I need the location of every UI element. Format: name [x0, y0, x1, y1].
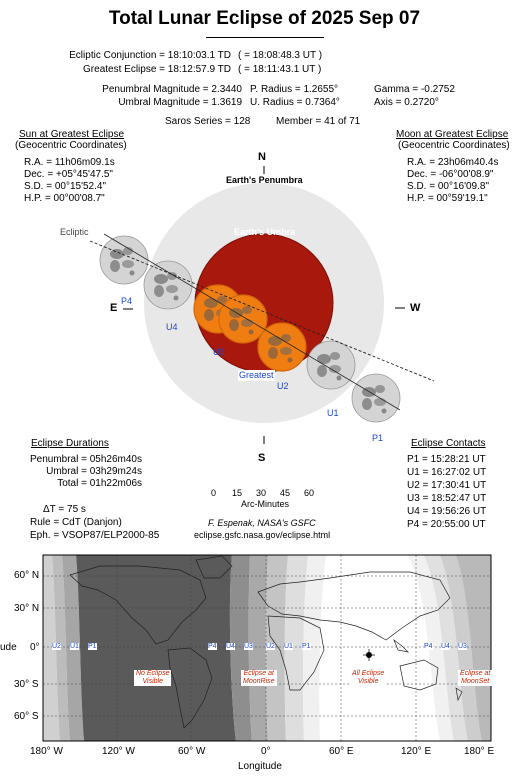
gamma-value: Gamma = -0.2752	[374, 84, 455, 95]
sun-dec: Dec. = +05°45'47.5"	[24, 169, 113, 180]
duration-penumbral: Penumbral = 05h26m40s	[29, 454, 142, 465]
saros-series: Saros Series = 128	[165, 116, 251, 127]
duration-umbral: Umbral = 03h29m24s	[46, 466, 142, 477]
page-title: Total Lunar Eclipse of 2025 Sep 07	[108, 8, 421, 29]
region-all-visible	[350, 670, 386, 686]
moon-sd: S.D. = 00°16'09.8"	[407, 181, 490, 192]
moon-heading: Moon at Greatest Eclipse	[396, 129, 509, 140]
greatest-time: Greatest Eclipse = 18:12:57.9 TD	[83, 64, 231, 75]
contact-p4: P4 = 20:55:00 UT	[407, 519, 486, 530]
contact-u4: U4 = 19:56:26 UT	[407, 506, 487, 517]
map-marker-u1-mid: U1	[284, 643, 293, 650]
lon-60w: 60° W	[178, 746, 206, 757]
duration-total: Total = 01h22m06s	[57, 478, 142, 489]
lon-180e: 180° E	[464, 746, 495, 757]
region-moonrise-line2: MoonRise	[243, 678, 275, 685]
durations-heading: Eclipse Durations	[31, 438, 109, 449]
ephemeris-text: Eph. = VSOP87/ELP2000-85	[30, 530, 160, 541]
lat-60s: 60° S	[14, 711, 39, 722]
moon-subheading: (Geocentric Coordinates)	[398, 140, 510, 151]
map-marker-u2-mid: U2	[266, 643, 275, 650]
contact-u1: U1 = 16:27:02 UT	[407, 467, 487, 478]
p1-label: P1	[372, 433, 384, 443]
sun-hp: H.P. = 00°00'08.7"	[24, 193, 105, 204]
ecliptic-label: Ecliptic	[60, 227, 89, 237]
lat-axis-fragment: ude	[0, 642, 17, 653]
umbra-radius: U. Radius = 0.7364°	[250, 97, 340, 108]
greatest-ut: ( = 18:11:43.1 UT )	[238, 64, 322, 75]
region-no-eclipse-line1: No Eclipse	[136, 670, 170, 677]
map-marker-p1-left: P1	[88, 643, 97, 650]
penumbral-magnitude: Penumbral Magnitude = 2.3440	[102, 84, 242, 95]
penumbra-label: Earth's Penumbra	[226, 175, 303, 185]
axis-value: Axis = 0.2720°	[374, 97, 439, 108]
moon-ra: R.A. = 23h06m40.4s	[407, 157, 499, 168]
map-marker-p4-right: P4	[424, 643, 433, 650]
greatest-label: Greatest	[239, 370, 274, 380]
credit-author: F. Espenak, NASA's GSFC	[208, 518, 316, 528]
region-no-eclipse-line2: Visible	[142, 678, 163, 685]
sun-sd: S.D. = 00°15'52.4"	[24, 181, 107, 192]
p4-label: P4	[121, 296, 133, 306]
umbra-label: Earth's Umbra	[234, 227, 296, 237]
longitude-axis-label: Longitude	[238, 761, 282, 772]
lat-0: 0°	[30, 642, 40, 653]
lon-120e: 120° E	[401, 746, 432, 757]
umbral-magnitude: Umbral Magnitude = 1.3619	[118, 97, 242, 108]
lon-120w: 120° W	[102, 746, 135, 757]
lon-60e: 60° E	[329, 746, 354, 757]
region-moonrise	[241, 670, 277, 686]
moon-hp: H.P. = 00°59'19.1"	[407, 193, 488, 204]
region-all-line1: All Eclipse	[352, 670, 385, 677]
u2-label: U2	[277, 381, 289, 391]
conjunction-time: Ecliptic Conjunction = 18:10:03.1 TD	[69, 50, 231, 61]
scale-tick-45: 45	[280, 488, 291, 498]
map-marker-u4-right: U4	[441, 643, 450, 650]
region-no-eclipse	[134, 670, 171, 686]
west-label: W	[410, 302, 421, 314]
u4-label: U4	[166, 322, 178, 332]
map-marker-u3-right: U3	[458, 643, 467, 650]
scale-tick-15: 15	[232, 488, 243, 498]
north-label: N	[258, 151, 266, 163]
map-marker-p1-mid: P1	[302, 643, 311, 650]
conjunction-ut: ( = 18:08:48.3 UT )	[238, 50, 323, 61]
scale-tick-0: 0	[211, 488, 217, 498]
sun-ra: R.A. = 11h06m09.1s	[24, 157, 115, 168]
lat-30n: 30° N	[14, 603, 40, 614]
delta-t: ΔT = 75 s	[43, 504, 86, 515]
region-moonset-line2: MoonSet	[461, 678, 490, 685]
map-marker-p4-mid: P4	[208, 643, 217, 650]
lon-0: 0°	[261, 746, 271, 757]
contact-u2: U2 = 17:30:41 UT	[407, 480, 487, 491]
penumbra-radius: P. Radius = 1.2655°	[250, 84, 339, 95]
sun-heading: Sun at Greatest Eclipse	[19, 129, 125, 140]
region-all-line2: Visible	[357, 678, 379, 685]
u3-label: U3	[213, 347, 225, 357]
scale-tick-60: 60	[304, 488, 315, 498]
scale-tick-30: 30	[256, 488, 267, 498]
saros-member: Member = 41 of 71	[276, 116, 361, 127]
moon-dec: Dec. = -06°00'08.9"	[407, 169, 494, 180]
map-marker-u1-left: U1	[70, 643, 79, 650]
map-marker-u4-mid: U4	[226, 643, 235, 650]
south-label: S	[258, 452, 266, 464]
contact-u3: U3 = 18:52:47 UT	[407, 493, 487, 504]
credit-url[interactable]: eclipse.gsfc.nasa.gov/eclipse.html	[194, 530, 331, 540]
east-label: E	[110, 302, 118, 314]
region-moonset-line1: Eclipse at	[460, 670, 491, 677]
lon-180w: 180° W	[30, 746, 63, 757]
region-moonrise-line1: Eclipse at	[243, 670, 274, 677]
map-marker-u2-left: U2	[52, 643, 61, 650]
contact-p1: P1 = 15:28:21 UT	[407, 454, 486, 465]
rule-text: Rule = CdT (Danjon)	[30, 517, 122, 528]
lat-60n: 60° N	[14, 570, 40, 581]
region-moonset	[458, 670, 492, 686]
sun-subheading: (Geocentric Coordinates)	[15, 140, 127, 151]
contacts-heading: Eclipse Contacts	[411, 438, 486, 449]
scale-label: Arc-Minutes	[241, 499, 290, 509]
map-marker-u3-mid: U3	[244, 643, 253, 650]
lat-30s: 30° S	[14, 679, 39, 690]
u1-label: U1	[327, 408, 339, 418]
